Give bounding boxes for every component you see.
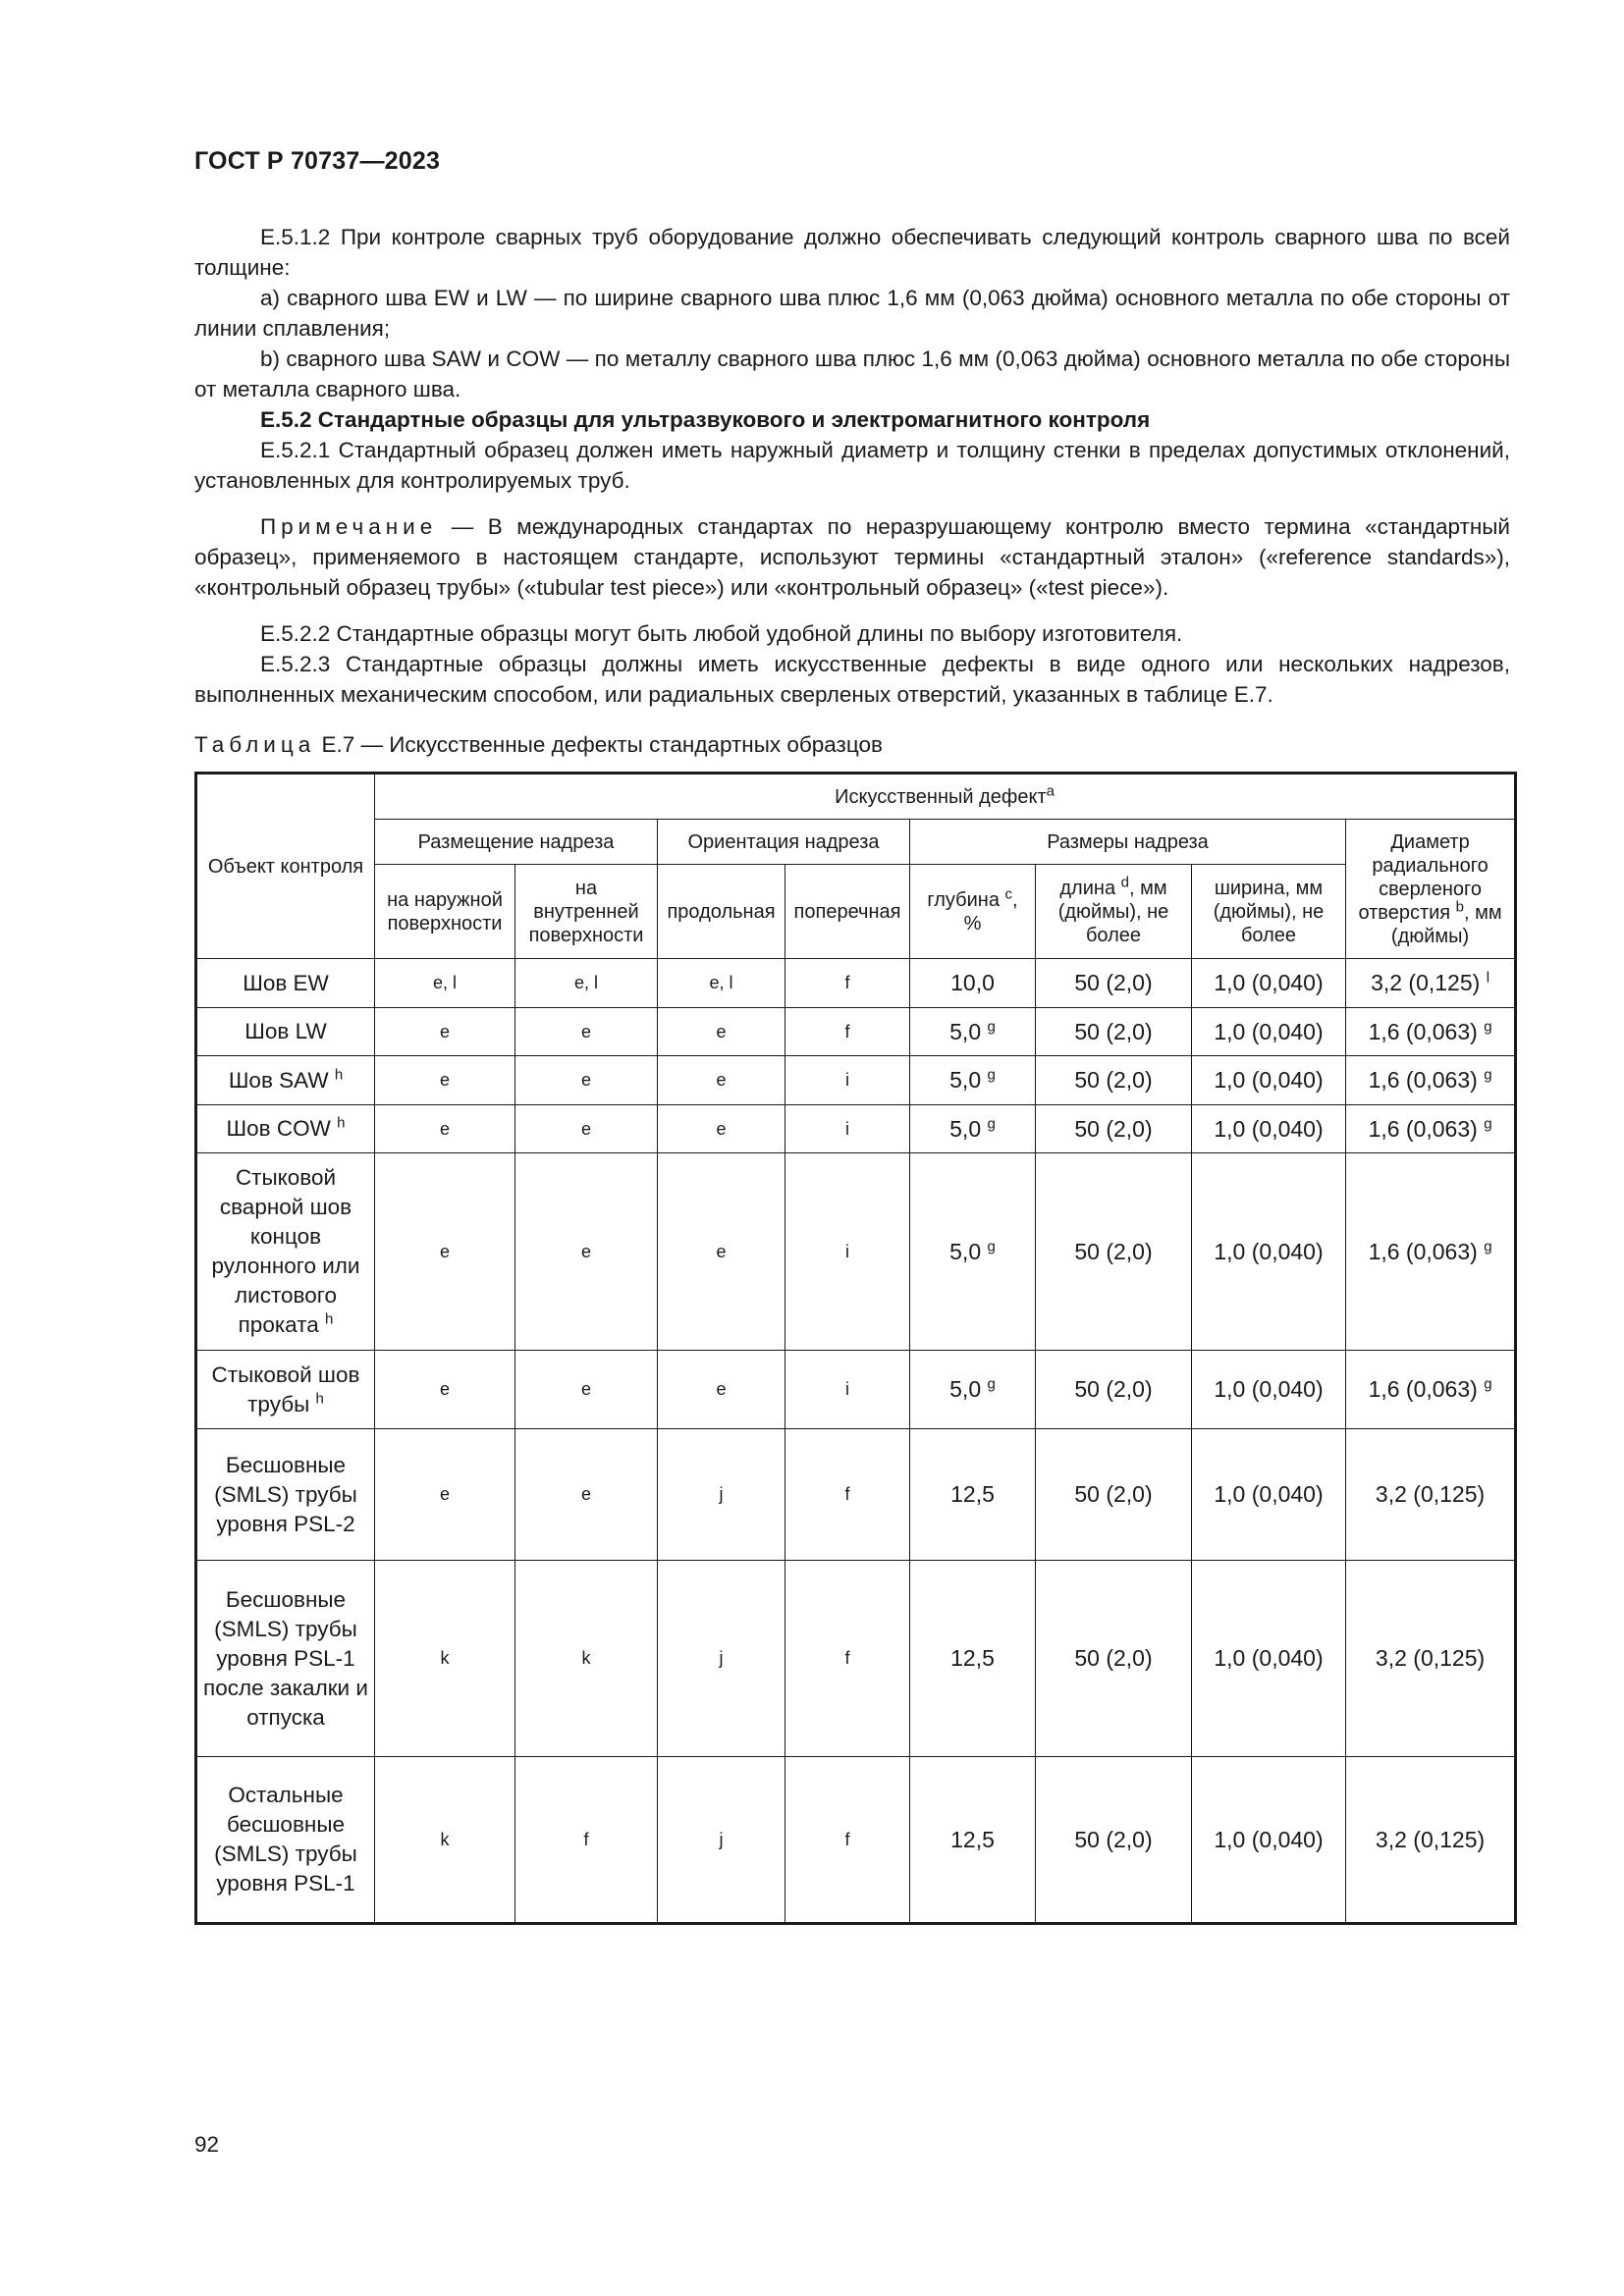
cell-longitudinal: e xyxy=(658,1105,785,1153)
cell-outer: e xyxy=(375,1429,515,1561)
header-width: ширина, мм (дюймы), не более xyxy=(1192,865,1346,959)
cell-object-sup: h xyxy=(315,1390,324,1407)
cell-depth-sup: g xyxy=(987,1114,996,1132)
cell-object-text: Бесшовные (SMLS) трубы уровня PSL-2 xyxy=(214,1452,357,1536)
cell-length-value: 50 (2,0) xyxy=(1074,1376,1153,1402)
cell-width-value: 1,0 (0,040) xyxy=(1214,1238,1324,1264)
cell-depth-value: 5,0 xyxy=(949,1238,982,1264)
note-paragraph xyxy=(194,511,1510,603)
cell-outer: e xyxy=(375,1008,515,1056)
cell-depth-sup: g xyxy=(987,1066,996,1084)
cell-outer: e xyxy=(375,1105,515,1153)
cell-length-value: 50 (2,0) xyxy=(1074,1238,1153,1264)
cell-length xyxy=(1036,1105,1192,1153)
table-caption-text: Е.7 — Искусственные дефекты стандартных образцов xyxy=(315,732,883,757)
cell-longitudinal: e, l xyxy=(658,959,785,1008)
cell-outer: e, l xyxy=(375,959,515,1008)
paragraph-e5-2-2: Е.5.2.2 Стандартные образцы могут быть любой удобной длины по выбору изготовителя. xyxy=(260,621,1183,646)
cell-length xyxy=(1036,1429,1192,1561)
cell-diameter xyxy=(1346,1008,1516,1056)
cell-transverse: i xyxy=(785,1056,910,1105)
header-transverse: поперечная xyxy=(785,865,910,959)
cell-width-value: 1,0 (0,040) xyxy=(1214,1018,1324,1044)
cell-inner: e xyxy=(515,1056,658,1105)
cell-length xyxy=(1036,1153,1192,1351)
cell-depth-sup: g xyxy=(987,1017,996,1035)
header-length-unit: , мм (дюймы), не более xyxy=(1057,877,1169,946)
table-row xyxy=(196,1429,1516,1561)
table-row xyxy=(196,1153,1516,1351)
paragraph-item-a: а) сварного шва EW и LW — по ширине сварного шва плюс 1,6 мм (0,063 дюйма) основного металла по обе стороны от линии сплавления; xyxy=(194,286,1510,341)
cell-inner: k xyxy=(515,1561,658,1757)
cell-diameter-value: 1,6 (0,063) xyxy=(1368,1376,1478,1402)
cell-width-value: 1,0 (0,040) xyxy=(1214,1376,1324,1402)
cell-diameter-value: 1,6 (0,063) xyxy=(1368,1115,1478,1142)
table-caption xyxy=(194,732,883,758)
cell-outer: k xyxy=(375,1757,515,1924)
cell-depth-value: 12,5 xyxy=(950,1645,995,1671)
page-number: 92 xyxy=(194,2132,220,2157)
cell-object xyxy=(196,1008,375,1056)
cell-transverse: f xyxy=(785,1757,910,1924)
cell-inner: f xyxy=(515,1757,658,1924)
table-row xyxy=(196,1351,1516,1429)
cell-longitudinal: e xyxy=(658,1056,785,1105)
cell-width-value: 1,0 (0,040) xyxy=(1214,970,1324,995)
cell-diameter-value: 1,6 (0,063) xyxy=(1368,1018,1478,1044)
cell-depth xyxy=(910,1757,1036,1924)
table-body xyxy=(196,959,1516,1924)
cell-longitudinal: j xyxy=(658,1757,785,1924)
cell-diameter-sup: g xyxy=(1484,1114,1492,1132)
cell-length-value: 50 (2,0) xyxy=(1074,1826,1153,1852)
cell-object-text: Остальные бесшовные (SMLS) трубы уровня PSL-1 xyxy=(214,1783,357,1896)
cell-diameter-value: 3,2 (0,125) xyxy=(1375,1826,1486,1852)
cell-depth xyxy=(910,959,1036,1008)
cell-depth xyxy=(910,1105,1036,1153)
cell-length-value: 50 (2,0) xyxy=(1074,1067,1153,1093)
header-defect-label: Искусственный дефект xyxy=(835,785,1047,808)
header-diameter-sup: b xyxy=(1455,897,1465,915)
cell-diameter-sup: g xyxy=(1484,1017,1492,1035)
cell-width-value: 1,0 (0,040) xyxy=(1214,1067,1324,1093)
cell-transverse: f xyxy=(785,959,910,1008)
paragraph-e5-1-2: Е.5.1.2 При контроле сварных труб оборудование должно обеспечивать следующий контроль сварного шва по всей толщине: xyxy=(194,225,1510,280)
cell-diameter-value: 3,2 (0,125) xyxy=(1371,970,1481,995)
header-inner: на внутренней поверхности xyxy=(515,865,658,959)
cell-depth-sup: g xyxy=(987,1237,996,1255)
cell-depth xyxy=(910,1008,1036,1056)
cell-depth-value: 5,0 xyxy=(949,1115,982,1142)
cell-inner: e xyxy=(515,1105,658,1153)
cell-diameter-value: 1,6 (0,063) xyxy=(1368,1067,1478,1093)
cell-diameter xyxy=(1346,1153,1516,1351)
cell-depth xyxy=(910,1429,1036,1561)
header-length xyxy=(1036,865,1192,959)
cell-diameter-value: 1,6 (0,063) xyxy=(1368,1238,1478,1264)
cell-inner: e xyxy=(515,1008,658,1056)
header-longitudinal: продольная xyxy=(658,865,785,959)
header-length-sup: d xyxy=(1120,873,1129,890)
cell-object-sup: h xyxy=(325,1310,334,1328)
cell-object xyxy=(196,959,375,1008)
cell-transverse: f xyxy=(785,1561,910,1757)
cell-inner: e xyxy=(515,1153,658,1351)
cell-inner: e xyxy=(515,1429,658,1561)
cell-outer: k xyxy=(375,1561,515,1757)
table-row xyxy=(196,1008,1516,1056)
cell-width xyxy=(1192,1105,1346,1153)
cell-object-text: Шов LW xyxy=(244,1019,327,1043)
cell-length-value: 50 (2,0) xyxy=(1074,1115,1153,1142)
cell-object xyxy=(196,1561,375,1757)
cell-length xyxy=(1036,1757,1192,1924)
cell-object-text: Шов SAW xyxy=(228,1067,329,1093)
cell-object xyxy=(196,1153,375,1351)
cell-object-text: Шов COW xyxy=(226,1116,331,1141)
cell-width xyxy=(1192,959,1346,1008)
cell-width xyxy=(1192,1757,1346,1924)
cell-depth xyxy=(910,1351,1036,1429)
header-outer: на наружной поверхности xyxy=(375,865,515,959)
cell-object-text: Стыковой шов трубы xyxy=(211,1362,360,1416)
cell-diameter xyxy=(1346,1757,1516,1924)
header-object: Объект контроля xyxy=(196,774,375,959)
header-defect-sup: a xyxy=(1046,781,1055,799)
cell-diameter-sup: g xyxy=(1484,1066,1492,1084)
cell-width-value: 1,0 (0,040) xyxy=(1214,1645,1324,1671)
cell-diameter xyxy=(1346,1351,1516,1429)
cell-width xyxy=(1192,1351,1346,1429)
body-text-top xyxy=(194,222,1510,710)
cell-outer: e xyxy=(375,1351,515,1429)
cell-length-value: 50 (2,0) xyxy=(1074,970,1153,995)
cell-depth-value: 5,0 xyxy=(949,1376,982,1402)
cell-diameter xyxy=(1346,1056,1516,1105)
cell-outer: e xyxy=(375,1056,515,1105)
header-depth-label: глубина xyxy=(927,888,1000,911)
cell-depth-value: 5,0 xyxy=(949,1018,982,1044)
table-caption-label: Таблица xyxy=(194,732,316,757)
cell-length-value: 50 (2,0) xyxy=(1074,1018,1153,1044)
cell-transverse: i xyxy=(785,1105,910,1153)
cell-longitudinal: j xyxy=(658,1561,785,1757)
cell-depth xyxy=(910,1056,1036,1105)
header-dimensions: Размеры надреза xyxy=(910,820,1346,865)
cell-depth-value: 10,0 xyxy=(950,970,995,995)
cell-longitudinal: e xyxy=(658,1008,785,1056)
cell-transverse: f xyxy=(785,1429,910,1561)
cell-transverse: i xyxy=(785,1351,910,1429)
cell-width xyxy=(1192,1561,1346,1757)
section-heading-e5-2: Е.5.2 Стандартные образцы для ультразвукового и электромагнитного контроля xyxy=(260,407,1151,432)
paragraph-e5-2-1: Е.5.2.1 Стандартный образец должен иметь наружный диаметр и толщину стенки в пределах допустимых отклонений, установленных для контролируемых труб. xyxy=(194,438,1510,493)
cell-length xyxy=(1036,1056,1192,1105)
cell-diameter-sup: g xyxy=(1484,1237,1492,1255)
defects-table xyxy=(194,772,1517,1925)
table-row xyxy=(196,1105,1516,1153)
cell-object-text: Стыковой сварной шов концов рулонного или листового проката xyxy=(211,1165,360,1337)
table-row xyxy=(196,1056,1516,1105)
header-diameter-unit: , мм (дюймы) xyxy=(1390,901,1502,947)
table-row xyxy=(196,1757,1516,1924)
cell-diameter xyxy=(1346,1561,1516,1757)
header-orientation: Ориентация надреза xyxy=(658,820,910,865)
header-placement: Размещение надреза xyxy=(375,820,658,865)
cell-object-text: Шов EW xyxy=(243,970,329,995)
cell-object xyxy=(196,1429,375,1561)
cell-object xyxy=(196,1757,375,1924)
table-row xyxy=(196,959,1516,1008)
cell-object xyxy=(196,1105,375,1153)
cell-depth-value: 5,0 xyxy=(949,1067,982,1093)
note-label: Примечание xyxy=(260,514,438,539)
cell-length xyxy=(1036,1008,1192,1056)
cell-depth-value: 12,5 xyxy=(950,1481,995,1507)
cell-depth xyxy=(910,1561,1036,1757)
header-diameter xyxy=(1346,820,1516,959)
cell-length xyxy=(1036,1561,1192,1757)
cell-inner: e xyxy=(515,1351,658,1429)
cell-longitudinal: e xyxy=(658,1153,785,1351)
header-length-label: длина xyxy=(1059,877,1116,899)
cell-diameter xyxy=(1346,1429,1516,1561)
cell-inner: e, l xyxy=(515,959,658,1008)
cell-diameter-sup: g xyxy=(1484,1375,1492,1393)
cell-object xyxy=(196,1056,375,1105)
cell-width xyxy=(1192,1153,1346,1351)
paragraph-e5-2-3: Е.5.2.3 Стандартные образцы должны иметь искусственные дефекты в виде одного или нескольких надрезов, выполненных механическим способом, или радиальных сверленых отверстий, указанных в таблице Е.7. xyxy=(194,652,1510,707)
cell-width xyxy=(1192,1056,1346,1105)
note-text: — В международных стандартах по неразрушающему контролю вместо термина «стандартный образец», применяемого в настоящем стандарте, используют термины «стандартный эталон» («reference standards»), «контрольный образец трубы» («tubular test piece») или «контрольный образец» («test piece»). xyxy=(194,514,1510,600)
cell-longitudinal: j xyxy=(658,1429,785,1561)
cell-length xyxy=(1036,1351,1192,1429)
header-diameter-label: Диаметр радиального сверленого отверстия xyxy=(1358,830,1489,924)
cell-depth-value: 12,5 xyxy=(950,1826,995,1852)
header-depth xyxy=(910,865,1036,959)
cell-object-text: Бесшовные (SMLS) трубы уровня PSL-1 после закалки и отпуска xyxy=(203,1586,368,1730)
cell-width xyxy=(1192,1429,1346,1561)
cell-diameter xyxy=(1346,1105,1516,1153)
cell-diameter-value: 3,2 (0,125) xyxy=(1375,1645,1486,1671)
cell-diameter-value: 3,2 (0,125) xyxy=(1375,1481,1486,1507)
cell-diameter xyxy=(1346,959,1516,1008)
table-row xyxy=(196,1561,1516,1757)
cell-length-value: 50 (2,0) xyxy=(1074,1645,1153,1671)
cell-object-sup: h xyxy=(334,1066,344,1083)
cell-longitudinal: e xyxy=(658,1351,785,1429)
header-defect xyxy=(375,774,1516,820)
cell-depth xyxy=(910,1153,1036,1351)
paragraph-item-b: b) сварного шва SAW и COW — по металлу сварного шва плюс 1,6 мм (0,063 дюйма) основного металла по обе стороны от металла сварного шва. xyxy=(194,347,1510,401)
cell-outer: e xyxy=(375,1153,515,1351)
document-id: ГОСТ Р 70737—2023 xyxy=(194,147,441,175)
header-depth-unit: , % xyxy=(963,888,1018,934)
cell-width-value: 1,0 (0,040) xyxy=(1214,1826,1324,1852)
cell-object-sup: h xyxy=(337,1114,346,1132)
cell-length xyxy=(1036,959,1192,1008)
cell-length-value: 50 (2,0) xyxy=(1074,1481,1153,1507)
cell-width xyxy=(1192,1008,1346,1056)
cell-width-value: 1,0 (0,040) xyxy=(1214,1115,1324,1142)
cell-object xyxy=(196,1351,375,1429)
header-depth-sup: c xyxy=(1004,884,1013,902)
cell-transverse: f xyxy=(785,1008,910,1056)
cell-diameter-sup: l xyxy=(1486,969,1490,987)
cell-transverse: i xyxy=(785,1153,910,1351)
cell-depth-sup: g xyxy=(987,1375,996,1393)
cell-width-value: 1,0 (0,040) xyxy=(1214,1481,1324,1507)
